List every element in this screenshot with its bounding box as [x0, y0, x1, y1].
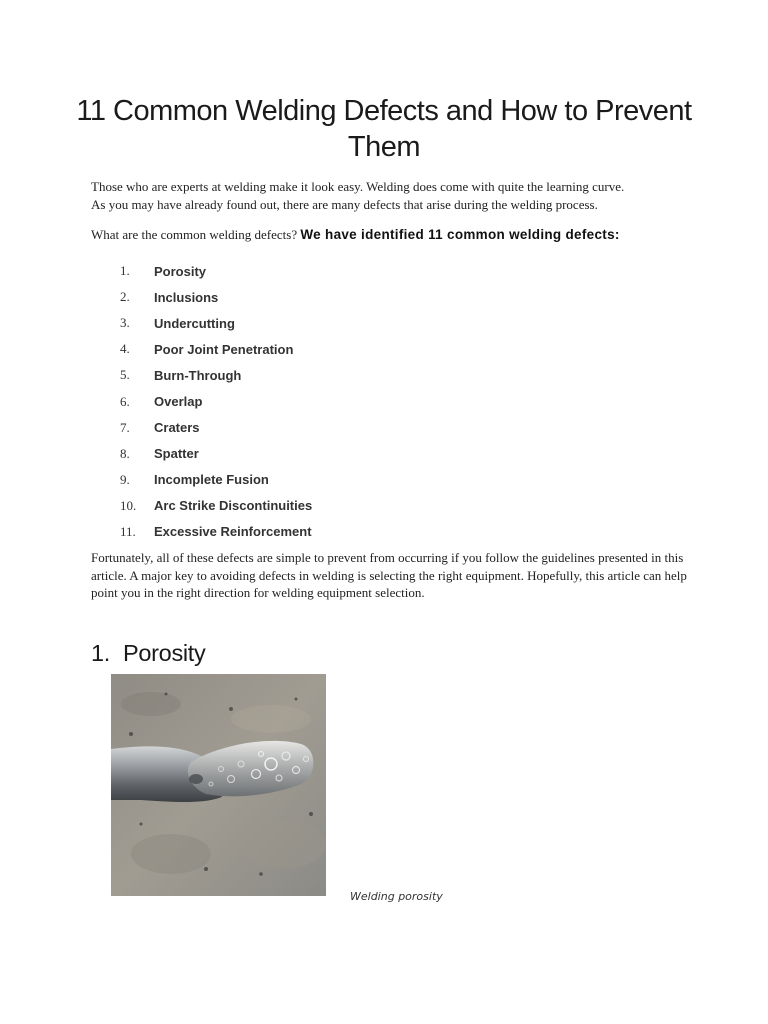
list-item-number: 2.: [120, 289, 130, 305]
list-item: [120, 415, 312, 441]
list-item: [120, 493, 312, 519]
list-item: [120, 336, 312, 362]
list-item: [120, 519, 312, 545]
porosity-photo: [111, 674, 326, 896]
list-item: [120, 284, 312, 310]
list-item: [120, 310, 312, 336]
list-item-label: Inclusions: [154, 289, 219, 305]
list-item-number: 4.: [120, 341, 130, 357]
list-item-label: Spatter: [154, 446, 199, 462]
list-item-number: 9.: [120, 471, 130, 487]
list-item-label: Arc Strike Discontinuities: [154, 498, 313, 514]
list-item-number: 10.: [120, 497, 137, 513]
section-heading-porosity: [91, 640, 206, 667]
defects-list: [120, 258, 312, 545]
intro-line-1: Those who are experts at welding make it look easy. Welding does come with quite the learning curve.: [91, 179, 625, 194]
list-item-number: 3.: [120, 315, 130, 331]
intro-line-2: As you may have already found out, there are many defects that arise during the welding process.: [91, 196, 598, 212]
intro-paragraph: [91, 178, 691, 213]
list-item: [120, 388, 312, 414]
conclusion-paragraph: Fortunately, all of these defects are simple to prevent from occurring if you follow the guidelines presented in this article. A major key to avoiding defects in welding is selecting the right equipment. Hopefully, this article can help point you in the right direction for welding equipment selection.: [91, 550, 687, 600]
list-item-number: 1.: [120, 263, 130, 279]
question-bold-text: We have identified 11 common welding defects:: [300, 227, 620, 242]
list-item: [120, 362, 312, 388]
list-item: [120, 441, 312, 467]
list-item-label: Burn-Through: [154, 367, 242, 383]
list-item-label: Overlap: [154, 394, 203, 410]
list-item-number: 7.: [120, 419, 130, 435]
section-number: 1.: [91, 640, 110, 666]
list-item-label: Excessive Reinforcement: [154, 524, 312, 540]
question-paragraph: [91, 226, 711, 243]
list-item-number: 8.: [120, 445, 130, 461]
list-item-label: Undercutting: [154, 315, 235, 331]
document-title: 11 Common Welding Defects and How to Prevent Them: [76, 95, 692, 163]
section-title: Porosity: [123, 640, 206, 666]
list-item-label: Incomplete Fusion: [154, 472, 269, 488]
list-item-number: 11.: [120, 523, 136, 539]
question-text: What are the common welding defects?: [91, 227, 301, 242]
photo-caption: Welding porosity: [350, 890, 443, 903]
list-item-number: 6.: [120, 393, 130, 409]
list-item-label: Porosity: [154, 263, 207, 279]
list-item: [120, 258, 312, 284]
list-item-label: Craters: [154, 420, 200, 436]
list-item-number: 5.: [120, 367, 130, 383]
list-item: [120, 467, 312, 493]
list-item-label: Poor Joint Penetration: [154, 341, 294, 357]
